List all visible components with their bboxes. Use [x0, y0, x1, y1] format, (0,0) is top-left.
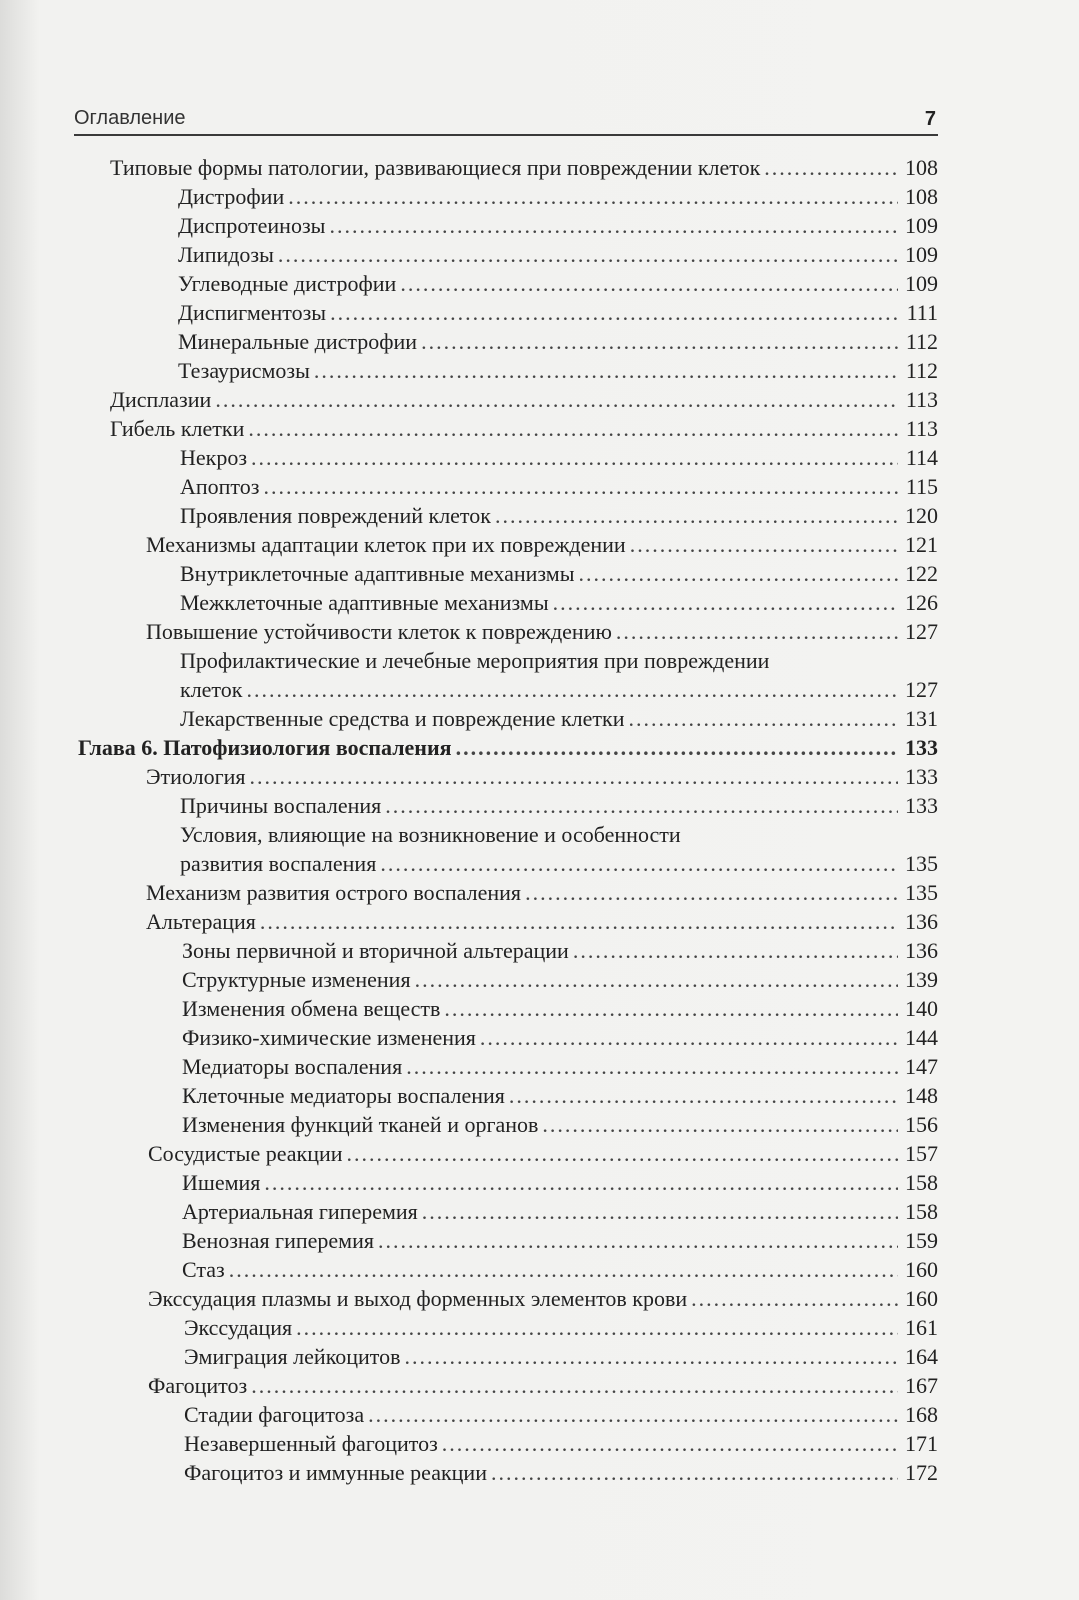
- toc-leader-dots: [616, 617, 898, 646]
- toc-entry: [182, 1226, 938, 1255]
- toc-entry-title: Углеводные дистрофии: [178, 271, 397, 296]
- toc-entry: [148, 1371, 938, 1400]
- toc-entry-title: Липидозы: [178, 242, 274, 267]
- toc-entry-title: Артериальная гиперемия: [182, 1199, 418, 1224]
- toc-leader-dots: [509, 1081, 898, 1110]
- toc-entry: [146, 530, 938, 559]
- toc-leader-dots: [406, 1052, 898, 1081]
- toc-entry-title: Экссудация: [184, 1315, 293, 1340]
- toc-entry-title: Тезаурисмозы: [178, 358, 310, 383]
- toc-entry: [178, 182, 938, 211]
- toc-leader-dots: [248, 414, 898, 443]
- toc-entry: [146, 617, 938, 646]
- page-header: [74, 104, 938, 136]
- toc-entry-page: 171: [905, 1431, 938, 1456]
- toc-entry-page: 135: [905, 880, 938, 905]
- toc-leader-dots: [525, 878, 898, 907]
- toc-leader-dots: [347, 1139, 898, 1168]
- toc-leader-dots: [288, 182, 898, 211]
- toc-entry-page: 120: [905, 503, 938, 528]
- toc-entry-page: 168: [905, 1402, 938, 1427]
- toc-entry-title: Медиаторы воспаления: [182, 1054, 403, 1079]
- toc-entry-page: 160: [905, 1257, 938, 1282]
- toc-leader-dots: [553, 588, 898, 617]
- toc-entry-page: 115: [905, 474, 938, 499]
- toc-leader-dots: [495, 501, 898, 530]
- toc-entry-page: 112: [905, 329, 938, 354]
- toc-entry-page: 160: [905, 1286, 938, 1311]
- toc-leader-dots: [296, 1313, 898, 1342]
- toc-entry-title: Повышение устойчивости клеток к повреждению: [146, 619, 612, 644]
- toc-entry-title: Фагоцитоз и иммунные реакции: [184, 1460, 487, 1485]
- toc-entry: [180, 791, 938, 820]
- toc-entry-title: Лекарственные средства и повреждение клетки: [180, 706, 625, 731]
- toc-entry-title: Экссудация плазмы и выход форменных элементов крови: [148, 1286, 688, 1311]
- toc-entry-page: 164: [905, 1344, 938, 1369]
- toc-entry-page: 126: [905, 590, 938, 615]
- toc-entry-page: 157: [905, 1141, 938, 1166]
- toc-entry-title: Изменения функций тканей и органов: [182, 1112, 539, 1137]
- toc-entry-title: Фагоцитоз: [148, 1373, 248, 1398]
- toc-leader-dots: [630, 530, 898, 559]
- toc-entry: [178, 269, 938, 298]
- toc-entry-title: Дисплазии: [110, 387, 212, 412]
- toc-leader-dots: [251, 443, 898, 472]
- toc-entry: [184, 1342, 938, 1371]
- toc-entry-title: Глава 6. Патофизиология воспаления: [78, 735, 452, 760]
- toc-leader-dots: [400, 269, 898, 298]
- toc-entry-page: 139: [905, 967, 938, 992]
- toc-entry-title: Эмиграция лейкоцитов: [184, 1344, 401, 1369]
- toc-leader-dots: [385, 791, 898, 820]
- toc-entry-page: 131: [905, 706, 938, 731]
- toc-entry: [146, 907, 938, 936]
- toc-entry-title: Проявления повреждений клеток: [180, 503, 491, 528]
- toc-leader-dots: [329, 211, 898, 240]
- toc-leader-dots: [491, 1458, 898, 1487]
- toc-leader-dots: [264, 1168, 898, 1197]
- toc-entry-title: Сосудистые реакции: [148, 1141, 343, 1166]
- toc-entry: [182, 1255, 938, 1284]
- toc-entry: [182, 1197, 938, 1226]
- toc-entry-page: 111: [906, 300, 938, 325]
- toc-leader-dots: [215, 385, 898, 414]
- toc-leader-dots: [314, 356, 898, 385]
- toc-leader-dots: [422, 1197, 898, 1226]
- toc-leader-dots: [456, 733, 898, 762]
- toc-entry: [178, 211, 938, 240]
- toc-leader-dots: [251, 1371, 898, 1400]
- toc-entry: [180, 675, 938, 704]
- toc-leader-dots: [542, 1110, 898, 1139]
- toc-entry: [184, 1400, 938, 1429]
- toc-entry-page: 122: [905, 561, 938, 586]
- toc-entry: [182, 965, 938, 994]
- toc-entry: [180, 559, 938, 588]
- toc-entry-page: 109: [905, 213, 938, 238]
- toc-entry-title: Венозная гиперемия: [182, 1228, 374, 1253]
- toc-entry-page: 113: [905, 387, 938, 412]
- toc-entry: [182, 1023, 938, 1052]
- toc-entry-title: Физико-химические изменения: [182, 1025, 476, 1050]
- toc-entry: [182, 1110, 938, 1139]
- toc-entry: [184, 1458, 938, 1487]
- toc-entry-title: Механизм развития острого воспаления: [146, 880, 522, 905]
- toc-entry-title: Дистрофии: [178, 184, 285, 209]
- toc-entry-page: 158: [905, 1170, 938, 1195]
- toc-entry-page: 156: [905, 1112, 938, 1137]
- toc-entry-page: 109: [905, 271, 938, 296]
- toc-entry: [178, 327, 938, 356]
- toc-entry: [148, 1284, 938, 1313]
- toc-entry: [180, 443, 938, 472]
- toc-chapter-entry: [78, 733, 938, 762]
- toc-entry-page: 121: [905, 532, 938, 557]
- toc-entry-page: 127: [905, 619, 938, 644]
- toc-entry-page: 148: [905, 1083, 938, 1108]
- toc-entry-page: 113: [905, 416, 938, 441]
- toc-leader-dots: [573, 936, 898, 965]
- toc-entry-title: Структурные изменения: [182, 967, 411, 992]
- toc-entry: [182, 1168, 938, 1197]
- toc-leader-dots: [246, 675, 898, 704]
- toc-leader-dots: [229, 1255, 898, 1284]
- toc-leader-dots: [263, 472, 898, 501]
- toc-entry-title: Этиология: [146, 764, 246, 789]
- toc-entry-title: Альтерация: [146, 909, 256, 934]
- toc-entry: [110, 153, 938, 182]
- toc-entry-title: Некроз: [180, 445, 248, 470]
- toc-leader-dots: [378, 1226, 898, 1255]
- toc-entry: [146, 762, 938, 791]
- toc-leader-dots: [578, 559, 898, 588]
- toc-entry-page: 167: [905, 1373, 938, 1398]
- toc-entry-page: 161: [905, 1315, 938, 1340]
- toc-entry-page: 114: [905, 445, 938, 470]
- toc-entry-title: Причины воспаления: [180, 793, 382, 818]
- toc-leader-dots: [405, 1342, 898, 1371]
- toc-entry-page: 140: [905, 996, 938, 1021]
- toc-entry-title: Профилактические и лечебные мероприятия при повреждении: [180, 648, 770, 673]
- toc-entry-page: 136: [905, 909, 938, 934]
- toc-entry-title-continuation: развития воспаления: [180, 851, 377, 876]
- toc-entry-page: 159: [905, 1228, 938, 1253]
- toc-entry-page: 127: [905, 677, 938, 702]
- toc-leader-dots: [330, 298, 898, 327]
- toc-entry: [180, 588, 938, 617]
- toc-leader-dots: [415, 965, 898, 994]
- toc-entry-title: Ишемия: [182, 1170, 261, 1195]
- toc-entry-page: 158: [905, 1199, 938, 1224]
- toc-entry: [178, 356, 938, 385]
- toc-entry: [184, 1429, 938, 1458]
- toc-leader-dots: [629, 704, 898, 733]
- toc-entry: [180, 704, 938, 733]
- toc-entry-page: 133: [905, 793, 938, 818]
- toc-entry-page: 133: [905, 735, 938, 760]
- toc-entry-page: 109: [905, 242, 938, 267]
- toc-entry-page: 108: [905, 184, 938, 209]
- toc-entry: [178, 240, 938, 269]
- toc-entry-page: 112: [905, 358, 938, 383]
- toc-entry: [182, 1052, 938, 1081]
- toc-entry-page: 135: [905, 851, 938, 876]
- toc-entry: [148, 1139, 938, 1168]
- toc-entry-title: Стаз: [182, 1257, 225, 1282]
- toc-entry: [110, 385, 938, 414]
- toc-entry-title: Гибель клетки: [110, 416, 245, 441]
- toc-entry-title: Апоптоз: [180, 474, 260, 499]
- toc-leader-dots: [260, 907, 898, 936]
- toc-entry: [184, 1313, 938, 1342]
- toc-entry-page: 144: [905, 1025, 938, 1050]
- toc-leader-dots: [764, 153, 898, 182]
- toc-entry-title: Зоны первичной и вторичной альтерации: [182, 938, 569, 963]
- toc-entry-title: Диспигментозы: [178, 300, 327, 325]
- toc-entry: [110, 414, 938, 443]
- toc-entry: [182, 994, 938, 1023]
- toc-entry-title-continuation: клеток: [180, 677, 243, 702]
- toc-entry-title: Диспротеинозы: [178, 213, 326, 238]
- toc-entry: [178, 298, 938, 327]
- toc-entry: [180, 501, 938, 530]
- toc-entry-title: Условия, влияющие на возникновение и особенности: [180, 822, 681, 847]
- running-title: Оглавление: [74, 107, 186, 129]
- toc-leader-dots: [380, 849, 898, 878]
- toc-entry: [146, 878, 938, 907]
- toc-entry-title: Типовые формы патологии, развивающиеся при повреждении клеток: [110, 155, 761, 180]
- toc-entry-title: Межклеточные адаптивные механизмы: [180, 590, 549, 615]
- toc-entry: [180, 472, 938, 501]
- toc-entry-page: 147: [905, 1054, 938, 1079]
- toc-entry-page: 172: [905, 1460, 938, 1485]
- toc-entry-page: 108: [905, 155, 938, 180]
- toc-leader-dots: [691, 1284, 898, 1313]
- toc-entry-title: Изменения обмена веществ: [182, 996, 441, 1021]
- toc-entry-title: Минеральные дистрофии: [178, 329, 418, 354]
- toc-entry-title: Клеточные медиаторы воспаления: [182, 1083, 505, 1108]
- toc-entry-title: Механизмы адаптации клеток при их повреждении: [146, 532, 626, 557]
- toc-leader-dots: [421, 327, 898, 356]
- toc-entry-page: 136: [905, 938, 938, 963]
- toc-leader-dots: [442, 1429, 898, 1458]
- toc-leader-dots: [368, 1400, 898, 1429]
- toc-entry: [182, 936, 938, 965]
- toc-entry: [182, 1081, 938, 1110]
- toc-leader-dots: [250, 762, 898, 791]
- toc-entry-title: Стадии фагоцитоза: [184, 1402, 365, 1427]
- toc-entry: [180, 849, 938, 878]
- toc-entry-page: 133: [905, 764, 938, 789]
- toc-entry-title: Внутриклеточные адаптивные механизмы: [180, 561, 575, 586]
- toc-leader-dots: [444, 994, 898, 1023]
- page-number: 7: [924, 108, 936, 130]
- toc-leader-dots: [278, 240, 898, 269]
- toc-leader-dots: [480, 1023, 898, 1052]
- toc-entry-title: Незавершенный фагоцитоз: [184, 1431, 438, 1456]
